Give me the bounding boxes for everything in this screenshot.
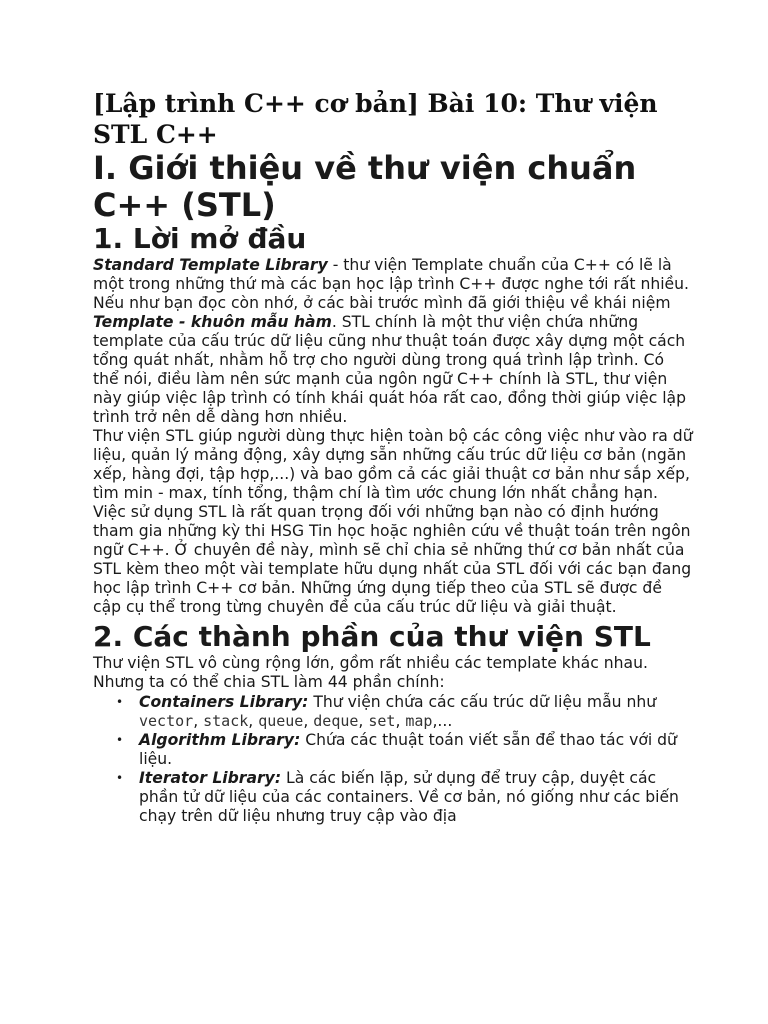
list-item-text: Chứa các thuật toán viết sẵn để thao tác với dữ liệu. [139,731,677,768]
bullet-icon: • [116,695,124,709]
bullet-icon: • [116,771,124,785]
document-title: [Lập trình C++ cơ bản] Bài 10: Thư viện STL C++ [93,89,658,149]
paragraph-text: . STL chính là một thư viện chứa những template của cấu trúc dữ liệu cũng như thuật toán được xây dựng một cách tổng quát nhất, nhằm hỗ trợ cho người dùng trong quá trình lập trình. Có thể nói, điều làm nên sức mạnh của ngôn ngữ C++ chính là STL, thư viện này giúp việc lập trình có tính khái quát hóa rất cao, đồng thời giúp việc lập trình trở nên dễ dàng hơn nhiều. [93,313,687,426]
list-item [116,769,693,826]
list-item-term: Containers Library: [139,693,309,711]
list-item-term: Iterator Library: [139,769,282,787]
list-item-text: Thư viện chứa các cấu trúc dữ liệu mẫu như [308,693,657,711]
bullet-icon: • [116,733,124,747]
paragraph-components-intro: Thư viện STL vô cùng rộng lớn, gồm rất nhiều các template khác nhau. Nhưng ta có thể chia STL làm 44 phần chính: [93,654,648,691]
section-heading-components: 2. Các thành phần của thư viện STL [93,620,651,653]
document-page [93,88,693,826]
code-deque: deque [313,712,359,730]
components-list [93,693,693,826]
list-item-text: Là các biến lặp, sử dụng để truy cập, duyệt các phần tử dữ liệu của các containers. Về cơ bản, nó giống như các biến chạy trên dữ liệu nhưng truy cập vào địa [139,769,679,825]
section-heading-opening: 1. Lời mở đầu [93,222,307,255]
code-map: map [405,712,433,730]
code-vector: vector [139,712,194,730]
list-item: • Containers Library: Thư viện chứa các cấu trúc dữ liệu mẫu như vector, stack, queue, deque, set, map,... [116,693,657,730]
code-set: set [368,712,396,730]
code-stack: stack [203,712,249,730]
term-template: Template - khuôn mẫu hàm [93,313,332,331]
section-heading-intro: I. Giới thiệu về thư viện chuẩn C++ (STL) [93,149,637,224]
paragraph-stl-usage: Thư viện STL giúp người dùng thực hiện toàn bộ các công việc như vào ra dữ liệu, quản lý mảng động, xây dựng sẵn những cấu trúc dữ liệu cơ bản (ngăn xếp, hàng đợi, tập hợp,...) và bao gồm cả các giải thuật cơ bản như sắp xếp, tìm min - max, tính tổng, thậm chí là tìm ước chung lớn nhất chẳng hạn. Việc sử dụng STL là rất quan trọng đối với những bạn nào có định hướng tham gia những kỳ thi HSG Tin học hoặc nghiên cứu về thuật toán trên ngôn ngữ C++. Ở chuyên đề này, mình sẽ chỉ chia sẻ những thứ cơ bản nhất của STL kèm theo một vài template hữu dụng nhất của STL đối với các bạn đang học lập trình C++ cơ bản. Những ứng dụng tiếp theo của STL sẽ được đề cập cụ thể trong từng chuyên đề của cấu trúc dữ liệu và giải thuật. [93,427,693,616]
paragraph-stl-definition [93,256,693,427]
code-queue: queue [258,712,304,730]
paragraph-text: - thư viện Template chuẩn của C++ có lẽ là một trong những thứ mà các bạn học lập trình C++ được nghe tới rất nhiều. Nếu như bạn đọc còn nhớ, ở các bài trước mình đã giới thiệu về khái niệm [93,256,689,312]
term-standard-template-library: Standard Template Library [93,256,328,274]
list-item-term: Algorithm Library: [139,731,301,749]
list-item [116,731,693,769]
